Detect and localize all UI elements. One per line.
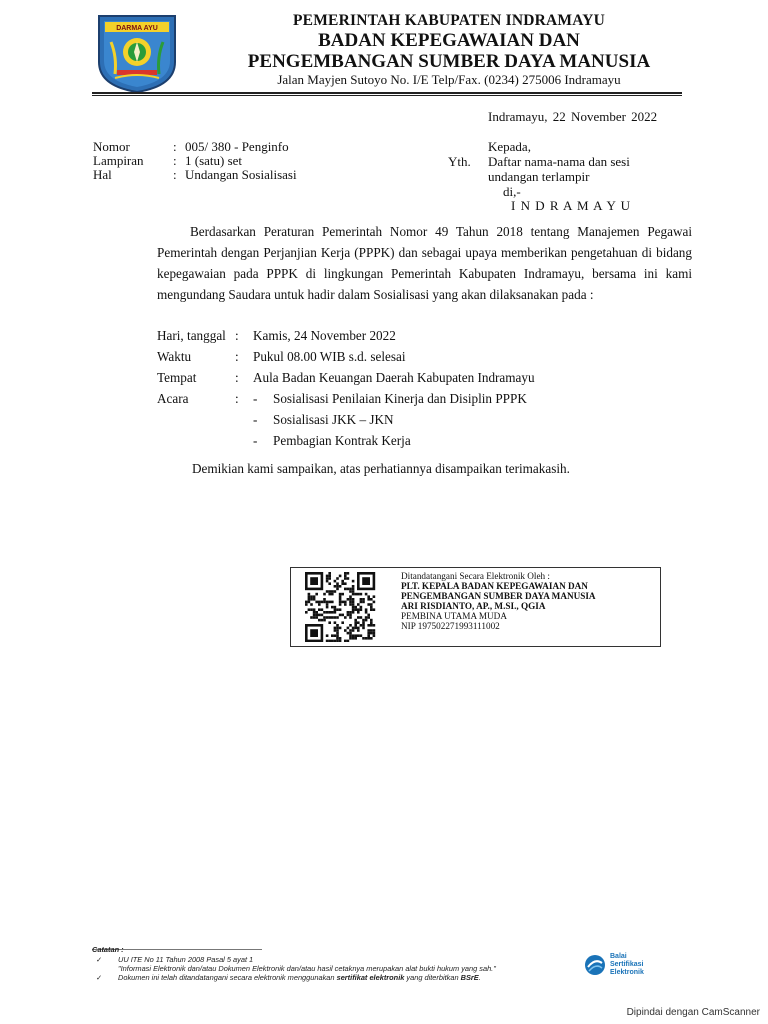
camscanner-watermark: Dipindai dengan CamScanner — [626, 1007, 760, 1018]
signer-position-1: PLT. KEPALA BADAN KEPEGAWAIAN DAN — [401, 581, 588, 591]
colon: : — [235, 349, 239, 364]
tempat-label: Tempat — [157, 370, 197, 385]
nomor-label: Nomor — [93, 139, 130, 154]
recipient-greeting: Kepada, — [488, 139, 531, 154]
header-rule — [92, 92, 682, 94]
agenda-dash: - — [253, 412, 258, 427]
recipient-line-1: Daftar nama-nama dan sesi — [488, 154, 630, 169]
footer-esign-bold: sertifikat elektronik — [336, 973, 405, 982]
letter-meta — [93, 139, 393, 199]
waktu-value: Pukul 08.00 WIB s.d. selesai — [253, 349, 406, 364]
header-government-name: PEMERINTAH KABUPATEN INDRAMAYU — [293, 12, 605, 29]
signer-name: ARI RISDIANTO, AP., M.SI., QGIA — [401, 601, 546, 611]
recipient-yth: Yth. — [448, 154, 471, 169]
footer-law-quote: "Informasi Elektronik dan/atau Dokumen Elektronik dan/atau hasil cetaknya merupakan alat bukti hukum yang sah." — [118, 964, 496, 973]
signature-details — [401, 571, 596, 631]
svg-text:DARMA AYU: DARMA AYU — [116, 25, 158, 32]
event-date-row — [157, 328, 657, 344]
header-rule-thin — [92, 95, 682, 96]
footer-law-reference: UU ITE No 11 Tahun 2008 Pasal 5 ayat 1 — [118, 955, 254, 964]
qr-code — [299, 571, 382, 642]
colon: : — [173, 153, 177, 168]
waktu-label: Waktu — [157, 349, 192, 364]
letter-body: Berdasarkan Peraturan Pemerintah Nomor 49 Tahun 2018 tentang Manajemen Pegawai Pemerintah dengan Perjanjian Kerja (PPPK) dan sebagai upaya memberikan pengetahuan di bidang kepegawaian pada PPPK di lingkungan Pemerintah Kabupaten Indramayu, bersama ini kami mengundang Saudara untuk hadir dalam Sosialisasi yang akan dilaksanakan pada : — [157, 224, 692, 302]
closing-sentence: Demikian kami sampaikan, atas perhatiannya disampaikan terimakasih. — [192, 461, 570, 476]
bsre-label-1: Balai — [610, 953, 627, 960]
footer-esign-text-2: yang diterbitkan — [404, 973, 461, 982]
recipient-city: I N D R A M A Y U — [511, 198, 632, 213]
header-agency-name-1: BADAN KEPEGAWAIAN DAN — [318, 30, 580, 51]
hal-value: Undangan Sosialisasi — [185, 167, 297, 182]
agenda-dash: - — [253, 433, 258, 448]
footer-esign-note — [118, 973, 481, 982]
colon: : — [235, 391, 239, 406]
footer-note-heading: Catatan : — [92, 945, 124, 954]
signer-nip: NIP 197502271993111002 — [401, 621, 500, 631]
footer-esign-dot: . — [478, 973, 481, 982]
lampiran-value: 1 (satu) set — [185, 153, 243, 168]
colon: : — [173, 167, 177, 182]
colon: : — [235, 370, 239, 385]
event-agenda-row — [157, 391, 657, 407]
bsre-label-2: Sertifikasi — [610, 961, 644, 968]
recipient-line-2: undangan terlampir — [488, 169, 590, 184]
lampiran-label: Lampiran — [93, 153, 144, 168]
header-address: Jalan Mayjen Sutoyo No. I/E Telp/Fax. (0234) 275006 Indramayu — [277, 72, 621, 87]
bsre-label — [610, 953, 644, 977]
signer-position-2: PENGEMBANGAN SUMBER DAYA MANUSIA — [401, 591, 596, 601]
event-agenda-row — [157, 412, 657, 428]
hal-label: Hal — [93, 167, 112, 182]
footer-bsre: BSrE — [460, 973, 479, 982]
check-icon: ✓ — [96, 955, 103, 964]
footer-esign-text: Dokumen ini telah ditandatangani secara elektronik menggunakan — [118, 973, 337, 982]
bsre-label-3: Elektronik — [610, 969, 644, 976]
colon: : — [173, 139, 177, 154]
signature-caption: Ditandatangani Secara Elektronik Oleh : — [401, 571, 550, 581]
event-time-row — [157, 349, 657, 365]
signer-rank: PEMBINA UTAMA MUDA — [401, 611, 507, 621]
recipient-di: di,- — [503, 184, 521, 199]
check-icon: ✓ — [96, 973, 103, 982]
bsre-logo-icon — [584, 954, 606, 976]
tempat-value: Aula Badan Keuangan Daerah Kabupaten Indramayu — [253, 370, 535, 385]
hari-label: Hari, tanggal — [157, 328, 226, 343]
agenda-item: Sosialisasi Penilaian Kinerja dan Disiplin PPPK — [273, 391, 527, 406]
letter-date: Indramayu, 22 November 2022 — [488, 109, 658, 124]
colon: : — [235, 328, 239, 343]
acara-label: Acara — [157, 391, 189, 406]
event-agenda-row — [157, 433, 657, 449]
header-agency-name-2: PENGEMBANGAN SUMBER DAYA MANUSIA — [247, 51, 651, 72]
event-place-row — [157, 370, 657, 386]
agenda-dash: - — [253, 391, 258, 406]
hari-value: Kamis, 24 November 2022 — [253, 328, 396, 343]
agenda-item: Pembagian Kontrak Kerja — [273, 433, 411, 448]
nomor-value: 005/ 380 - Penginfo — [185, 139, 289, 154]
agenda-item: Sosialisasi JKK – JKN — [273, 412, 394, 427]
